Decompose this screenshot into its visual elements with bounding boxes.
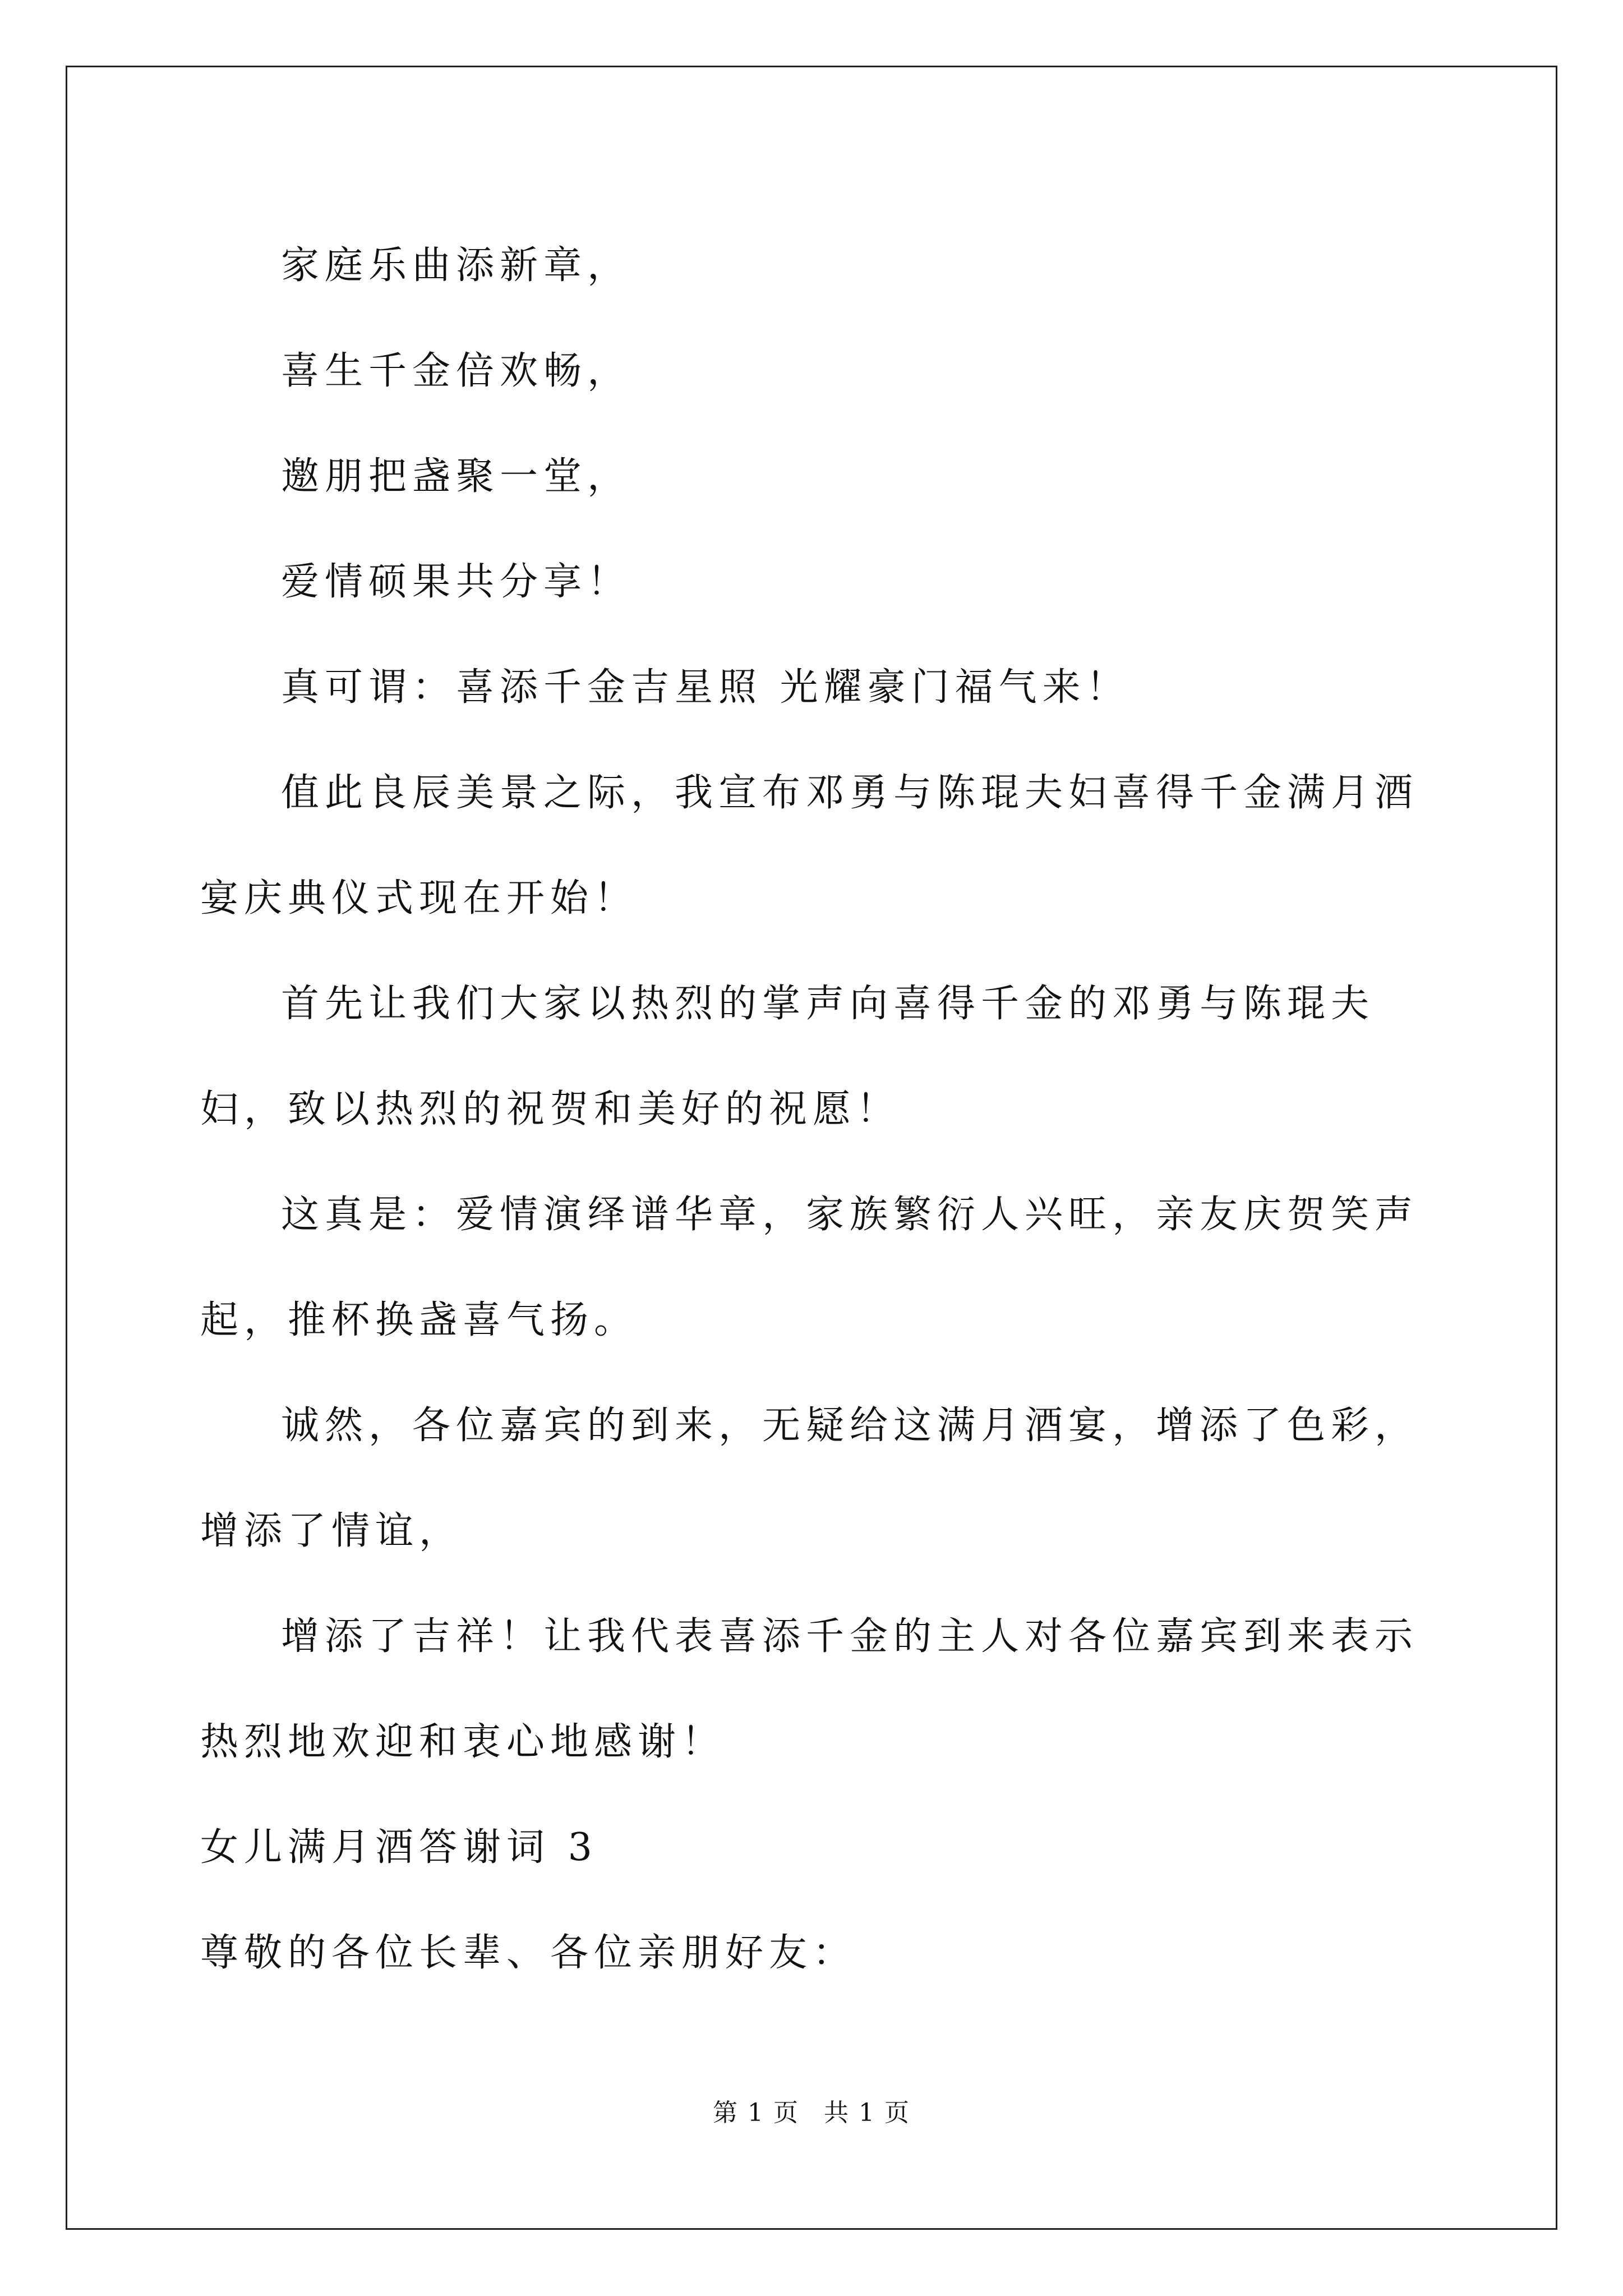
paragraph-2: 喜生千金倍欢畅， xyxy=(281,349,631,393)
document-body xyxy=(200,213,1434,2006)
paragraph-7: 首先让我们大家以热烈的掌声向喜得千金的邓勇与陈琨夫妇，致以热烈的祝贺和美好的祝愿！ xyxy=(200,982,1375,1131)
page-footer xyxy=(0,2092,1623,2128)
paragraph-6: 值此良辰美景之际，我宣布邓勇与陈琨夫妇喜得千金满月酒宴庆典仪式现在开始！ xyxy=(200,771,1419,921)
paragraph-9: 诚然，各位嘉宾的到来，无疑给这满月酒宴，增添了色彩，增添了情谊， xyxy=(200,1404,1419,1553)
paragraph-4: 爱情硕果共分享！ xyxy=(281,560,631,604)
section-heading: 女儿满月酒答谢词 3 xyxy=(200,1825,598,1870)
paragraph-8: 这真是：爱情演绎谱华章，家族繁衍人兴旺，亲友庆贺笑声起，推杯换盏喜气扬。 xyxy=(200,1193,1419,1342)
paragraph-5: 真可谓：喜添千金吉星照 光耀豪门福气来！ xyxy=(281,665,1130,710)
paragraph-10: 增添了吉祥！让我代表喜添千金的主人对各位嘉宾到来表示热烈地欢迎和衷心地感谢！ xyxy=(200,1614,1419,1764)
paragraph-3: 邀朋把盏聚一堂， xyxy=(281,454,631,499)
page-total: 共 1 页 xyxy=(824,2099,910,2127)
salutation: 尊敬的各位长辈、各位亲朋好友： xyxy=(200,1931,857,1975)
page-number: 第 1 页 xyxy=(713,2099,799,2127)
paragraph-1: 家庭乐曲添新章， xyxy=(281,243,631,288)
